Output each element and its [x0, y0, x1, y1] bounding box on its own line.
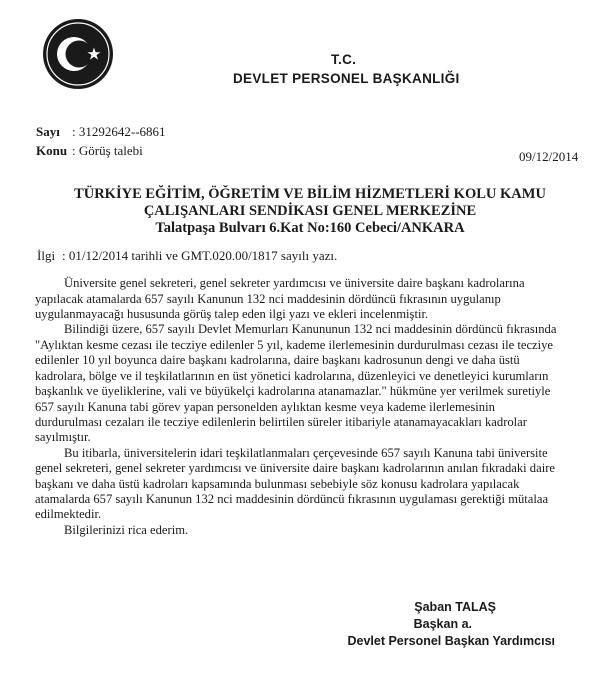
body-line: 657 sayılı Kanuna tabi görev yapan personelden aylıktan kesme veya kademe ilerlemesinin — [35, 400, 495, 414]
body-line: başkanlık ve üyeliklerine, vali ve büyükelçi kadrolarına atanamazlar." hükmüne yer verilmek suretiyle — [35, 384, 551, 398]
body-line: yapılacak atamalarda 657 sayılı Kanunun 132 nci maddesinin dördüncü fıkrasının uygulanıp — [35, 292, 501, 306]
body-line: Bilindiği üzere, 657 sayılı Devlet Memurları Kanununun 132 nci maddesinin dördüncü fıkrasında — [64, 322, 557, 336]
body-line: edilmektedir. — [35, 507, 102, 521]
number-label: Sayı — [36, 124, 60, 139]
body-line: Üniversite genel sekreteri, genel sekreter yardımcısı ve üniversite daire başkanı kadrolarına — [64, 276, 525, 290]
reference-text: : 01/12/2014 tarihli ve GMT.020.00/1817 sayılı yazı. — [62, 248, 338, 263]
signatory-name: Şaban TALAŞ — [414, 600, 496, 614]
turkish-emblem-logo — [42, 18, 114, 90]
body-line: "Aylıktan kesme cezası ile tecziye edilenler 5 yıl, kademe ilerlemesinin durdurulması cezası ile tecziye — [35, 338, 554, 352]
signatory-title: Devlet Personel Başkan Yardımcısı — [347, 634, 555, 648]
institution-header: DEVLET PERSONEL BAŞKANLIĞI — [233, 71, 460, 86]
subject-value: : Görüş talebi — [72, 143, 143, 158]
recipient-line-2: ÇALIŞANLARI SENDİKASI GENEL MERKEZİNE — [143, 203, 477, 219]
body-line: genel sekreteri, genel sekreter yardımcısı ve üniversite daire başkanı kadrolarının anılan fıkradaki daire — [35, 461, 555, 475]
recipient-address: Talatpaşa Bulvarı 6.Kat No:160 Cebeci/ANKARA — [155, 220, 465, 236]
body-line: Bilgilerinizi rica ederim. — [64, 523, 189, 537]
reference-label: İlgi — [37, 248, 56, 263]
document-date: 09/12/2014 — [519, 149, 579, 164]
body-line: kadrolara, bölge ve il teşkilatlarının en üst yönetici kadrolarına, düzenleyici ve denetleyici kurumların — [35, 369, 549, 383]
number-value: : 31292642--6861 — [72, 124, 166, 139]
body-line: edilenler 10 yıl boyunca daire başkanı kadrolarına, daire başkanı kadrosunun dengi ve daha üstü — [35, 353, 520, 367]
signatory-role: Başkan a. — [413, 617, 472, 631]
country-header: T.C. — [331, 52, 357, 67]
body-line: atamalarda 657 sayılı Kanunun 132 nci maddesinin dördüncü fıkrasının uygulaması gerektiği mütalaa — [35, 492, 549, 506]
body-line: uygulanmayacağı hususunda görüş talep eden ilgi yazı ve ekleri incelenmiştir. — [35, 307, 429, 321]
body-line: durdurulması cezaları ile tecziye edilenlerin belirtilen süreler itibariyle atanamayacakları kadrolar — [35, 415, 527, 429]
body-line: başkanı ve daha üstü kadroları kapsamında bulunması sebebiyle söz konusu kadrolara yapılacak — [35, 477, 520, 491]
body-line: Bu itibarla, üniversitelerin idari teşkilatlanmaları çerçevesinde 657 sayılı Kanuna tabi üniversite — [64, 446, 548, 460]
recipient-line-1: TÜRKİYE EĞİTİM, ÖĞRETİM VE BİLİM HİZMETLERİ KOLU KAMU — [74, 186, 546, 202]
body-line: sayılmıştır. — [35, 430, 91, 444]
subject-label: Konu — [36, 143, 68, 158]
